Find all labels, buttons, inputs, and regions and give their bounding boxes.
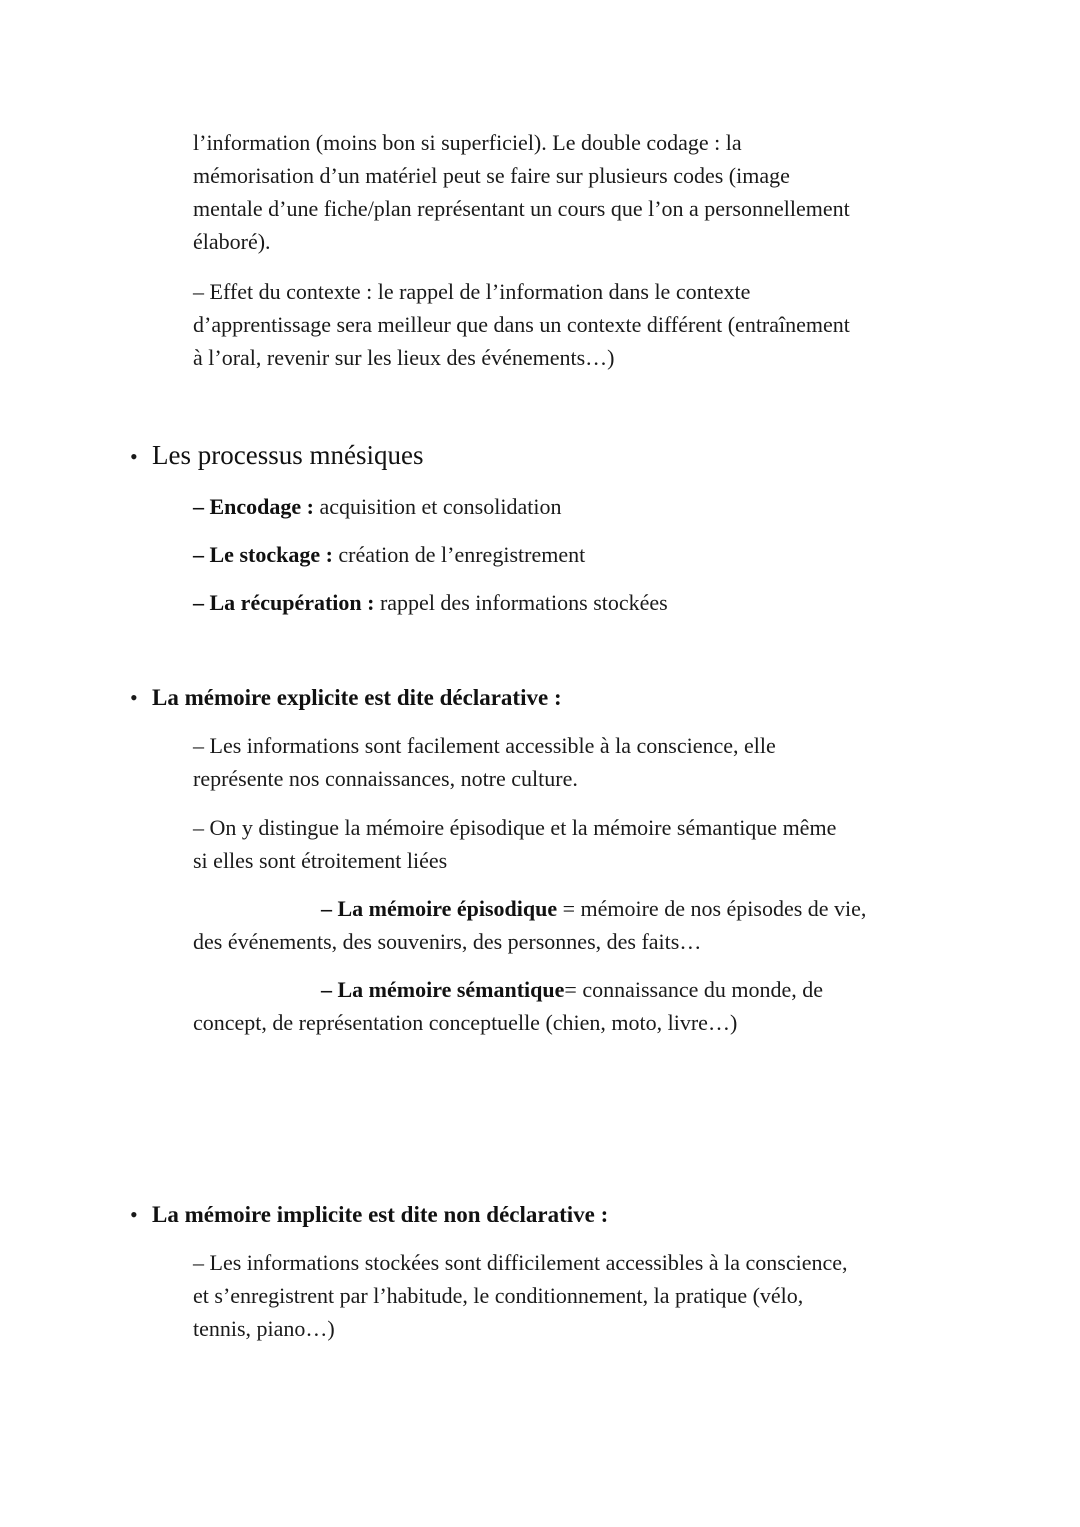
- text-line: des événements, des souvenirs, des personnes, des faits…: [193, 929, 702, 954]
- heading-processus-mnesiques: [130, 437, 970, 475]
- intro-paragraph-2: [193, 275, 963, 374]
- text-line: l’information (moins bon si superficiel). Le double codage : la: [193, 130, 742, 155]
- text-line: – Effet du contexte : le rappel de l’information dans le contexte: [193, 279, 751, 304]
- text-line: d’apprentissage sera meilleur que dans un contexte différent (entraînement: [193, 312, 850, 337]
- text-line: si elles sont étroitement liées: [193, 848, 448, 873]
- processus-item-stockage: [193, 538, 963, 571]
- memoire-semantique: [193, 973, 963, 1039]
- text-line: – Les informations sont facilement accessible à la conscience, elle: [193, 733, 776, 758]
- processus-item-recuperation: [193, 586, 963, 619]
- text-line: – On y distingue la mémoire épisodique et la mémoire sémantique même: [193, 815, 837, 840]
- term: – La mémoire épisodique: [321, 896, 558, 921]
- intro-paragraph-1: [193, 126, 963, 258]
- bullet-icon: •: [130, 444, 138, 469]
- text-line: – Les informations stockées sont difficilement accessibles à la conscience,: [193, 1250, 848, 1275]
- heading-memoire-explicite: [130, 681, 970, 715]
- definition: = connaissance du monde, de: [564, 977, 824, 1002]
- heading-text: Les processus mnésiques: [152, 440, 424, 470]
- definition: acquisition et consolidation: [314, 494, 562, 519]
- heading-text: La mémoire implicite est dite non déclarative :: [152, 1202, 609, 1227]
- processus-item-encodage: [193, 490, 963, 523]
- text-line: [193, 892, 963, 925]
- text-line: élaboré).: [193, 229, 271, 254]
- definition: création de l’enregistrement: [332, 542, 586, 567]
- definition: = mémoire de nos épisodes de vie,: [557, 896, 867, 921]
- text-line: à l’oral, revenir sur les lieux des événements…): [193, 345, 615, 370]
- text-line: mémorisation d’un matériel peut se faire sur plusieurs codes (image: [193, 163, 790, 188]
- text-line: tennis, piano…): [193, 1316, 335, 1341]
- bullet-icon: •: [130, 685, 138, 710]
- text-line: concept, de représentation conceptuelle (chien, moto, livre…): [193, 1010, 738, 1035]
- text-line: et s’enregistrent par l’habitude, le conditionnement, la pratique (vélo,: [193, 1283, 804, 1308]
- text-line: représente nos connaissances, notre culture.: [193, 766, 578, 791]
- bullet-icon: •: [130, 1202, 138, 1227]
- definition: rappel des informations stockées: [374, 590, 668, 615]
- text-line: [193, 973, 963, 1006]
- term: – La récupération :: [193, 590, 375, 615]
- term: – La mémoire sémantique: [321, 977, 565, 1002]
- explicite-paragraph-1: [193, 729, 963, 795]
- heading-memoire-implicite: [130, 1198, 970, 1232]
- text-line: mentale d’une fiche/plan représentant un cours que l’on a personnellement: [193, 196, 850, 221]
- heading-text: La mémoire explicite est dite déclarative :: [152, 685, 562, 710]
- term: – Encodage :: [193, 494, 314, 519]
- explicite-paragraph-2: [193, 811, 963, 877]
- implicite-paragraph: [193, 1246, 963, 1345]
- memoire-episodique: [193, 892, 963, 958]
- term: – Le stockage :: [193, 542, 333, 567]
